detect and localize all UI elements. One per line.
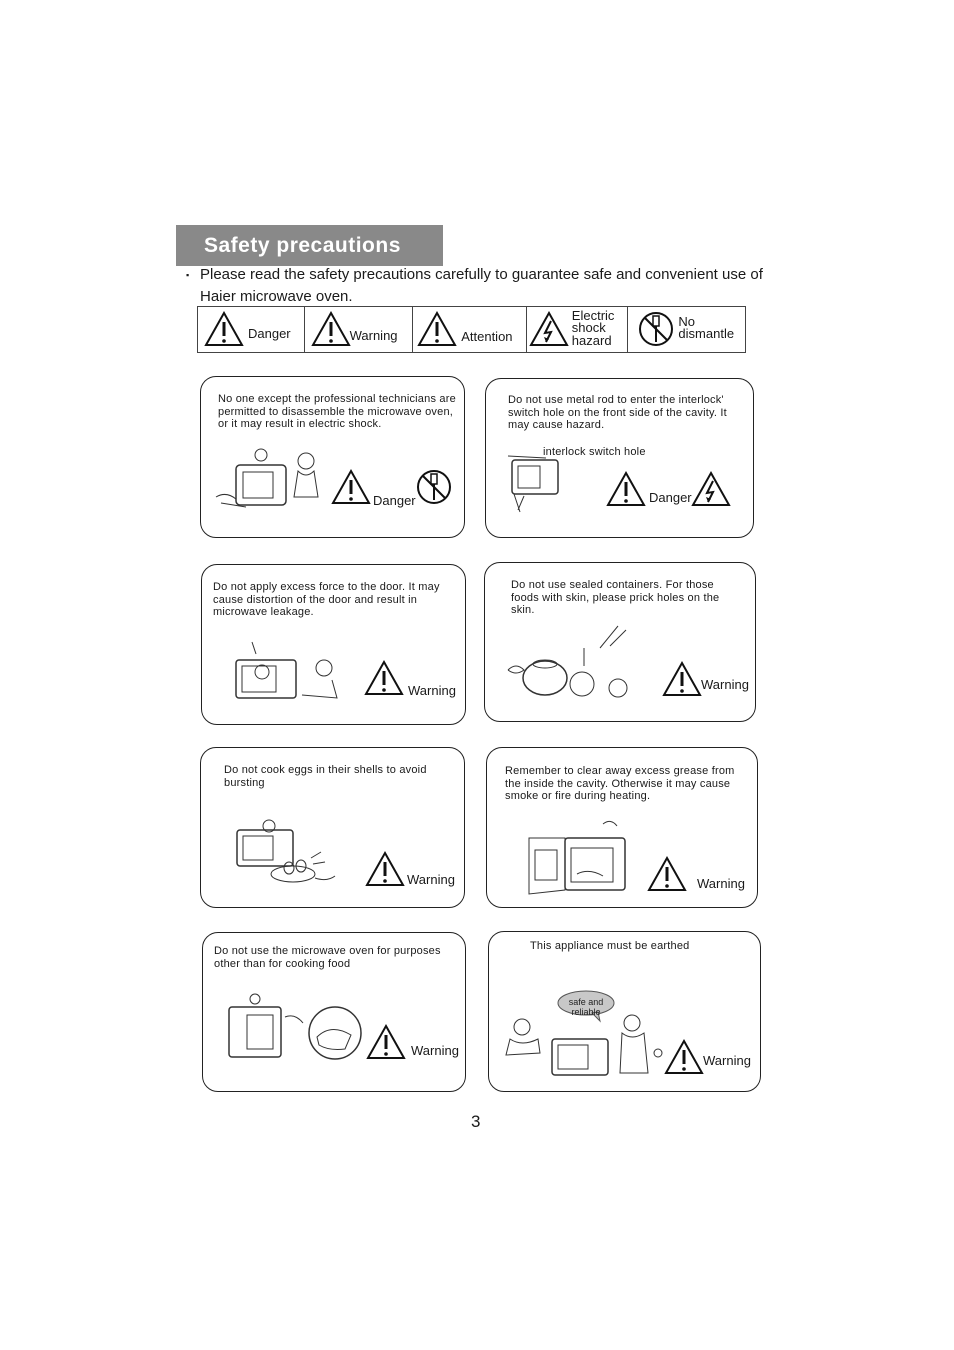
legend-label-electric-3: hazard [571,333,612,348]
card-tag: Warning [703,1053,751,1068]
card-tag: Danger [373,493,416,508]
legend-label-dismantle-2: dismantle [678,326,735,341]
legend-label-danger: Danger [248,326,291,341]
card-text: This appliance must be earthed [530,940,690,952]
card-tag: Warning [407,872,455,887]
card-text: Do not apply excess force to the door. It may cause distortion of the door and result in microwave leakage. [213,581,440,618]
legend-label-attention: Attention [461,329,513,344]
grease-oven-illustration [527,818,637,898]
warning-triangle-icon [417,311,457,347]
precaution-card-grease [486,747,758,908]
electric-shock-icon [529,311,569,347]
bullet-marker: ▪ [186,270,190,280]
legend-label-dismantle-1: No [678,314,696,329]
card-text: Do not cook eggs in their shells to avoid bursting [224,764,427,789]
bubble-line-2: reliable [571,1007,601,1017]
warning-triangle-icon [664,1039,704,1075]
precaution-card-disassemble [200,376,465,538]
precaution-card-containers [484,562,756,722]
card-text: Do not use the microwave oven for purposes other than for cooking food [214,945,441,970]
precaution-card-earthed [488,931,761,1092]
legend-label-electric-2: shock [571,320,606,335]
warning-triangle-icon [311,311,351,347]
legend-label-warning: Warning [349,328,398,343]
card-tag: Warning [697,876,745,891]
technician-illustration [216,447,336,517]
bubble-line-1: safe and [568,997,604,1007]
legend-no-dismantle [628,307,745,352]
card-tag: Danger [649,490,692,505]
symbol-legend [197,306,746,353]
legend-label-electric-1: Electric [571,308,615,323]
intro-paragraph [186,264,786,308]
page-number: 3 [471,1112,481,1131]
warning-triangle-icon [366,1024,406,1060]
eggs-illustration [231,818,341,888]
warning-triangle-icon [365,851,405,887]
legend-warning [305,307,414,352]
card-text: Remember to clear away excess grease from the inside the cavity. Otherwise it may cause smoke or fire during heating. [505,765,735,802]
misuse-illustration [225,993,365,1068]
precaution-card-interlock [485,378,754,538]
precaution-card-eggs [200,747,465,908]
door-force-illustration [232,640,342,705]
no-dismantle-icon [638,311,674,347]
card-tag: Warning [408,683,456,698]
warning-triangle-icon [204,311,244,347]
intro-text: Please read the safety precautions carefully to guarantee safe and convenient use of Haier microwave oven. [200,266,763,305]
interlock-label: interlock switch hole [543,446,646,458]
warning-triangle-icon [331,469,371,505]
microwave-rod-illustration [506,454,576,514]
card-text: No one except the professional technicians are permitted to disassemble the microwave oven, or it may result in electric shock. [218,393,456,430]
card-tag: Warning [701,677,749,692]
card-text: Do not use metal rod to enter the interlock' switch hole on the front side of the cavity. It may cause hazard. [508,394,727,431]
sealed-container-illustration [500,618,640,698]
precaution-card-purposes [202,932,466,1092]
page-title: Safety precautions [204,234,401,257]
legend-electric-shock [527,307,629,352]
legend-danger [198,307,305,352]
earthing-illustration [504,1017,664,1077]
no-dismantle-icon [416,469,452,505]
card-tag: Warning [411,1043,459,1058]
warning-triangle-icon [647,856,687,892]
precaution-card-door [201,564,466,725]
warning-triangle-icon [606,471,646,507]
section-header [176,225,443,266]
warning-triangle-icon [364,660,404,696]
warning-triangle-icon [662,661,702,697]
electric-shock-icon [691,471,731,507]
card-text: Do not use sealed containers. For those foods with skin, please prick holes on the skin. [511,579,720,616]
legend-attention [413,307,527,352]
